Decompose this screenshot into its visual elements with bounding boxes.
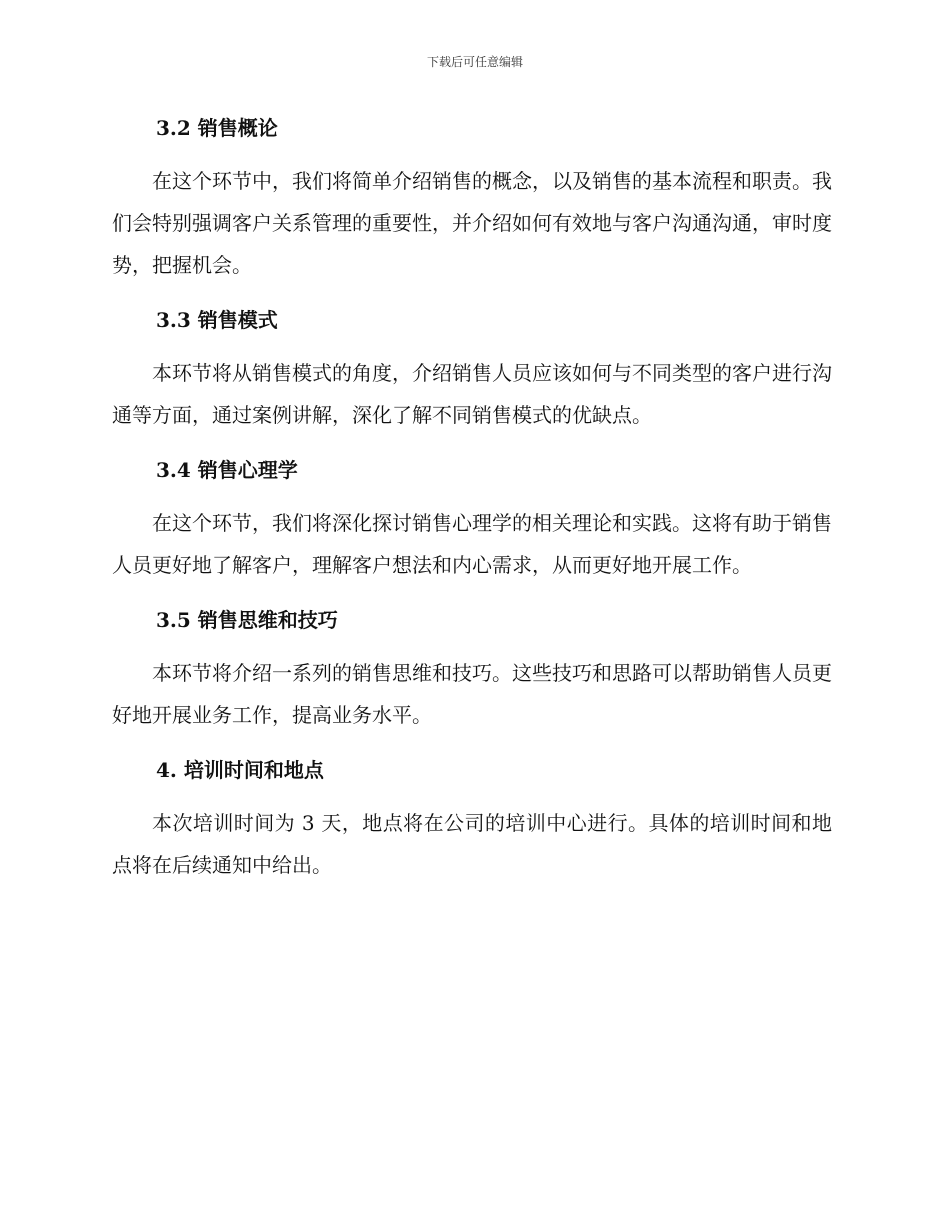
section-paragraph-3-4: 在这个环节，我们将深化探讨销售心理学的相关理论和实践。这将有助于销售人员更好地了解客户，理解客户想法和内心需求，从而更好地开展工作。: [112, 511, 832, 577]
page-header: 下载后可任意编辑: [426, 55, 523, 69]
section-paragraph-3-3: 本环节将从销售模式的角度，介绍销售人员应该如何与不同类型的客户进行沟通等方面，通过案例讲解，深化了解不同销售模式的优缺点。: [112, 361, 832, 427]
section-heading-4: 4. 培训时间和地点: [156, 758, 324, 782]
section-paragraph-4: 本次培训时间为 3 天，地点将在公司的培训中心进行。具体的培训时间和地点将在后续通知中给出。: [112, 811, 832, 877]
section-heading-3-5: 3.5 销售思维和技巧: [156, 608, 338, 632]
section-heading-3-4: 3.4 销售心理学: [156, 458, 298, 482]
section-paragraph-3-5: 本环节将介绍一系列的销售思维和技巧。这些技巧和思路可以帮助销售人员更好地开展业务工作，提高业务水平。: [112, 661, 832, 727]
section-paragraph-3-2: 在这个环节中，我们将简单介绍销售的概念，以及销售的基本流程和职责。我们会特别强调客户关系管理的重要性，并介绍如何有效地与客户沟通沟通，审时度势，把握机会。: [112, 169, 832, 277]
document-body: [112, 108, 832, 900]
section-heading-3-2: 3.2 销售概论: [156, 116, 278, 140]
section-heading-3-3: 3.3 销售模式: [156, 308, 278, 332]
